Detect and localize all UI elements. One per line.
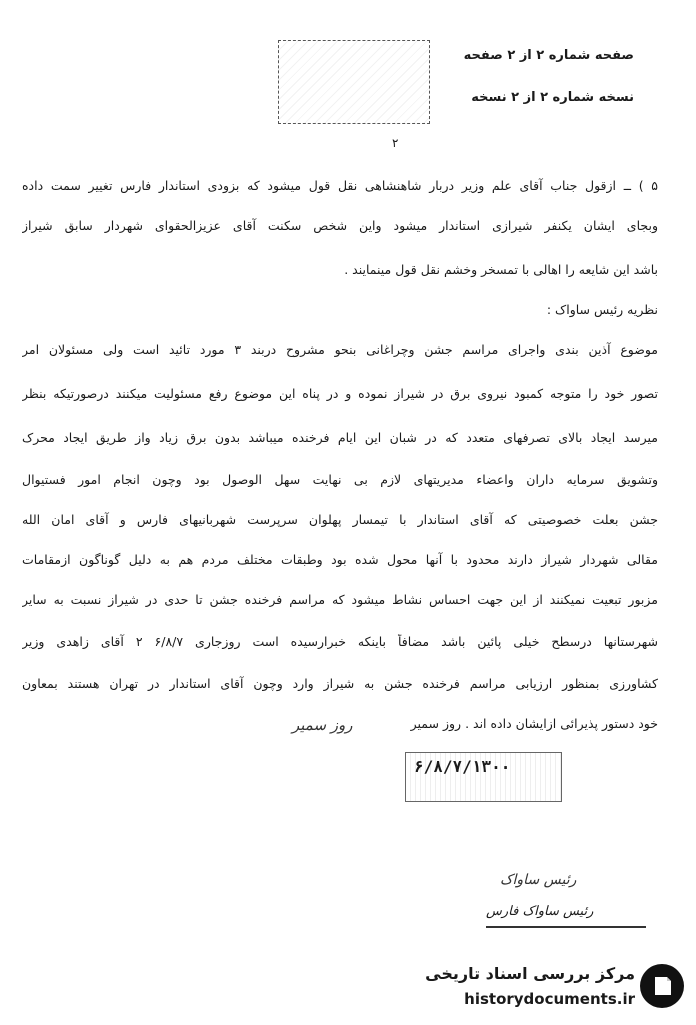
date-stamp-text: ۶/۸/۷/۱۳۰۰ xyxy=(414,757,511,776)
body-line: وتشویق سرمایه داران واعضاء مدیریتهای لازم بی نهایت سهل الوصول بود وچون انجام امور فستیوال xyxy=(22,472,658,487)
document-logo-icon xyxy=(640,964,684,1008)
header-stamp xyxy=(278,40,430,124)
watermark-url: historydocuments.ir xyxy=(464,990,635,1008)
body-line: ۵ ) ــ ازقول جناب آقای علم وزیر دربار شاهنشاهی نقل قول میشود که بزودی استاندار فارس تغییر سمت داده xyxy=(22,178,658,193)
body-line: خود دستور پذیرائی ازایشان داده اند . روز سمیر xyxy=(410,716,658,731)
page-number: ۲ xyxy=(392,136,399,150)
body-line: وبجای ایشان یکنفر شیرازی استاندار میشود واین شخص سکنت آقای عزیزالحقوای شهردار سابق شیراز xyxy=(22,218,658,233)
watermark-title: مرکز بررسی اسناد تاریخی xyxy=(425,964,635,983)
body-line: باشد این شایعه را اهالی با تمسخر وخشم نقل قول مینمایند . xyxy=(344,262,658,277)
signature: رئیس ساواک xyxy=(500,872,577,888)
date-stamp xyxy=(405,752,562,802)
body-line: موضوع آذین بندی واجرای مراسم جشن وچراغانی بنحو مشروح دربند ۳ مورد تائید است ولی مسئولان امر xyxy=(22,342,658,357)
body-line: جشن بعلت خصوصیتی که آقای استاندار با تیمسار پهلوان سرپرست شهربانیهای فارس و آقای امان الله xyxy=(22,512,658,527)
body-line: میرسد ایجاد بالای تصرفهای متعدد که در شبان این ایام فرخنده میباشد بدون برق زیاد واز طریق ایجاد محرک xyxy=(22,430,658,445)
handwritten-note: روز سمیر xyxy=(292,716,353,734)
page-count-line: صفحه شماره ۲ از ۲ صفحه xyxy=(463,48,634,63)
body-line: نظریه رئیس ساواک : xyxy=(546,302,658,317)
body-line: مقالی شهردار شیراز دارند محدود با آنها محول شده بود وطبقات مختلف مردم هم به دلیل گوناگون ازمقامات xyxy=(22,552,658,567)
body-line: شهرستانها درسطح خیلی پائین باشد مضافاً باینکه خبرارسیده است روزجاری ۶/۸/۷ ۲ آقای زاهدی وزیر xyxy=(22,634,658,649)
body-line: کشاورزی بمنظور ارزیابی مراسم فرخنده جشن به شیراز وارد وچون آقای استاندار در تهران هستند بمعاون xyxy=(22,676,658,691)
copy-count-line: نسخه شماره ۲ از ۲ نسخه xyxy=(471,90,634,105)
body-line: تصور خود را متوجه کمبود نیروی برق در شیراز نموده و در پناه این موضوع رفع مسئولیت میکنند درصورتیکه بنظر xyxy=(22,386,658,401)
signature-line: رئیس ساواک فارس xyxy=(486,904,646,928)
body-line: مزبور تبعیت نمیکنند از این جهت احساس نشاط میشود که مراسم فرخنده جشن تا حدی در شیراز نسبت به سایر xyxy=(22,592,658,607)
